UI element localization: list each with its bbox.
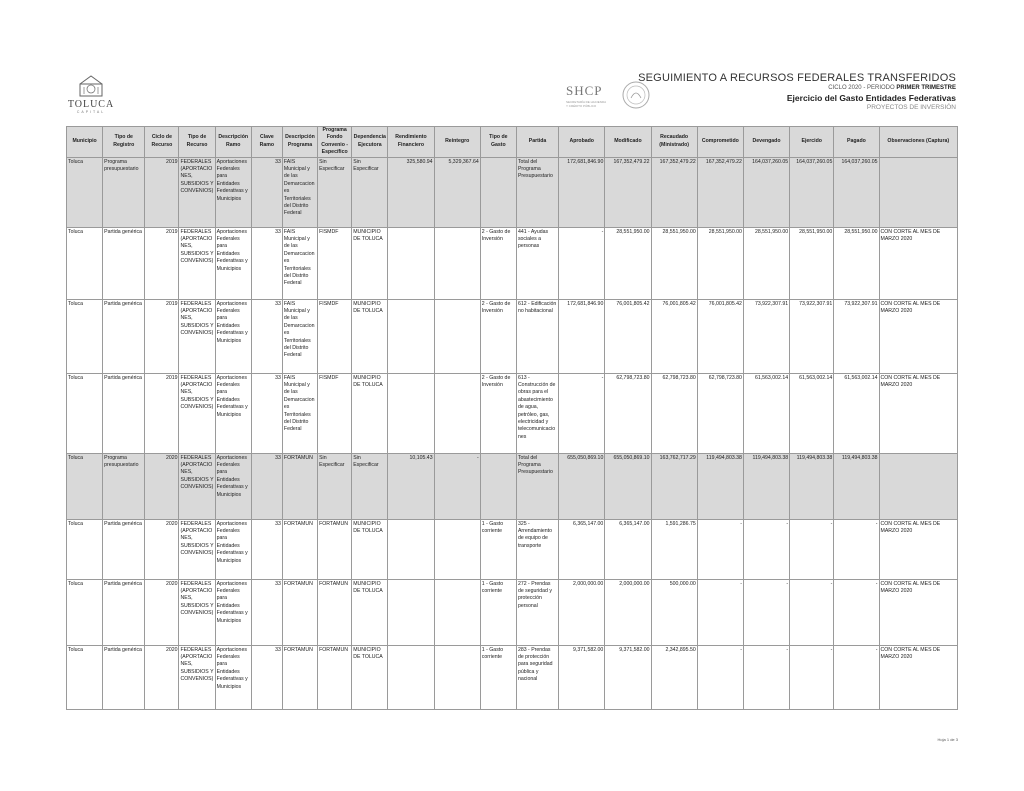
program-total-row (67, 453, 958, 519)
table-cell: FEDERALES (APORTACIONES, SUBSIDIOS Y CONVENIOS) (179, 645, 215, 709)
table-cell: Programa presupuestario (103, 157, 145, 227)
table-row (67, 299, 958, 373)
report-cycle: CICLO 2020 - PERIODO PRIMER TRIMESTRE (828, 85, 956, 91)
table-cell: FAIS Municipal y de las Demarcaciones Territoriales del Distrito Federal (282, 299, 317, 373)
column-header: Comprometido (697, 127, 743, 158)
table-cell: 33 (251, 373, 282, 453)
table-cell: 2019 (145, 157, 179, 227)
table-cell: 28,551,950.00 (790, 227, 834, 299)
report-subtitle: Ejercicio del Gasto Entidades Federativas (786, 93, 956, 103)
table-cell: FORTAMUN (318, 645, 352, 709)
shcp-subtitle: SECRETARÍA DE HACIENDA Y CRÉDITO PÚBLICO (566, 100, 606, 108)
table-cell: - (697, 579, 743, 645)
table-cell: Toluca (67, 299, 103, 373)
column-header: Devengado (743, 127, 789, 158)
table-cell: Aportaciones Federales para Entidades Federativas y Municipios (215, 157, 251, 227)
table-cell: - (743, 579, 789, 645)
table-cell: Toluca (67, 519, 103, 579)
table-cell: - (743, 519, 789, 579)
table-cell: Sin Especificar (318, 453, 352, 519)
table-cell: FORTAMUN (282, 645, 317, 709)
table-cell: 655,050,869.10 (559, 453, 605, 519)
column-header: Programa Fondo Convenio - Específico (318, 127, 352, 158)
table-cell: 2020 (145, 579, 179, 645)
table-cell: 283 - Prendas de protección para seguridad pública y nacional (516, 645, 558, 709)
table-cell: CON CORTE AL MES DE MARZO 2020 (879, 579, 957, 645)
table-cell: 2020 (145, 519, 179, 579)
table-cell: Partida genérica (103, 373, 145, 453)
table-cell: 62,798,723.80 (697, 373, 743, 453)
table-cell: 33 (251, 227, 282, 299)
column-header: Recaudado (Ministrado) (651, 127, 697, 158)
table-cell: Aportaciones Federales para Entidades Federativas y Municipios (215, 453, 251, 519)
table-cell: FISMDF (318, 299, 352, 373)
column-header: Ciclo de Recurso (145, 127, 179, 158)
table-cell: CON CORTE AL MES DE MARZO 2020 (879, 373, 957, 453)
table-cell (480, 453, 516, 519)
table-cell: 28,551,950.00 (834, 227, 879, 299)
table-row (67, 373, 958, 453)
table-cell: MUNICIPIO DE TOLUCA (352, 579, 388, 645)
table-cell: 33 (251, 299, 282, 373)
table-cell (480, 157, 516, 227)
table-cell: 76,001,805.42 (697, 299, 743, 373)
table-cell: 28,551,950.00 (605, 227, 651, 299)
table-cell: 612 - Edificación no habitacional (516, 299, 558, 373)
table-cell: 167,352,479.22 (651, 157, 697, 227)
table-cell: FORTAMUN (282, 579, 317, 645)
table-cell: - (790, 579, 834, 645)
table-cell: 500,000.00 (651, 579, 697, 645)
column-header: Clave Ramo (251, 127, 282, 158)
table-cell: 28,551,950.00 (743, 227, 789, 299)
table-cell (434, 519, 480, 579)
table-cell: Toluca (67, 227, 103, 299)
table-cell: Aportaciones Federales para Entidades Federativas y Municipios (215, 579, 251, 645)
table-cell (388, 299, 434, 373)
column-header: Tipo de Gasto (480, 127, 516, 158)
table-cell: 9,371,582.00 (605, 645, 651, 709)
table-cell: 272 - Prendas de seguridad y protección personal (516, 579, 558, 645)
table-cell: 441 - Ayudas sociales a personas (516, 227, 558, 299)
table-cell: MUNICIPIO DE TOLUCA (352, 227, 388, 299)
table-cell (879, 453, 957, 519)
table-cell: FAIS Municipal y de las Demarcaciones Territoriales del Distrito Federal (282, 373, 317, 453)
table-cell: 61,563,002.14 (790, 373, 834, 453)
table-cell: 33 (251, 579, 282, 645)
table-cell: - (790, 645, 834, 709)
table-cell: Toluca (67, 453, 103, 519)
table-cell: Programa presupuestario (103, 453, 145, 519)
shcp-wordmark: SHCP (566, 83, 603, 98)
table-cell: Sin Especificar (318, 157, 352, 227)
table-cell: 2019 (145, 373, 179, 453)
table-cell: FEDERALES (APORTACIONES, SUBSIDIOS Y CONVENIOS) (179, 299, 215, 373)
table-cell (388, 645, 434, 709)
table-cell: FEDERALES (APORTACIONES, SUBSIDIOS Y CONVENIOS) (179, 373, 215, 453)
table-cell: 164,037,260.05 (834, 157, 879, 227)
table-cell: 119,494,803.38 (743, 453, 789, 519)
table-cell: 2,342,895.50 (651, 645, 697, 709)
table-cell: Partida genérica (103, 519, 145, 579)
page-number: Hoja 1 de 3 (937, 737, 958, 742)
table-cell (388, 227, 434, 299)
table-cell: Aportaciones Federales para Entidades Federativas y Municipios (215, 299, 251, 373)
table-cell: MUNICIPIO DE TOLUCA (352, 519, 388, 579)
table-cell: Aportaciones Federales para Entidades Federativas y Municipios (215, 373, 251, 453)
table-cell: 28,551,950.00 (697, 227, 743, 299)
table-cell: 164,037,260.05 (790, 157, 834, 227)
table-cell: Total del Programa Presupuestario (516, 157, 558, 227)
table-cell: FAIS Municipal y de las Demarcaciones Territoriales del Distrito Federal (282, 227, 317, 299)
table-cell: 2 - Gasto de Inversión (480, 227, 516, 299)
table-cell: - (559, 227, 605, 299)
table-cell: 62,798,723.80 (651, 373, 697, 453)
table-cell: Toluca (67, 645, 103, 709)
toluca-tagline: CAPITAL (76, 110, 106, 114)
table-cell: FEDERALES (APORTACIONES, SUBSIDIOS Y CONVENIOS) (179, 157, 215, 227)
table-cell: 2020 (145, 453, 179, 519)
column-header: Observaciones (Captura) (879, 127, 957, 158)
column-header: Municipio (67, 127, 103, 158)
table-cell: - (790, 519, 834, 579)
expense-table (66, 126, 958, 710)
table-cell: 119,494,803.38 (790, 453, 834, 519)
table-cell: MUNICIPIO DE TOLUCA (352, 373, 388, 453)
table-cell: CON CORTE AL MES DE MARZO 2020 (879, 299, 957, 373)
table-cell: FEDERALES (APORTACIONES, SUBSIDIOS Y CONVENIOS) (179, 227, 215, 299)
table-cell: Partida genérica (103, 299, 145, 373)
column-header: Aprobado (559, 127, 605, 158)
table-cell (388, 373, 434, 453)
table-cell: Aportaciones Federales para Entidades Federativas y Municipios (215, 519, 251, 579)
table-cell: FISMDF (318, 227, 352, 299)
table-cell: Toluca (67, 157, 103, 227)
table-cell: 6,365,147.00 (605, 519, 651, 579)
table-cell: 2 - Gasto de Inversión (480, 299, 516, 373)
table-cell: 73,922,307.91 (743, 299, 789, 373)
table-cell: Partida genérica (103, 645, 145, 709)
table-cell: 5,329,367.64 (434, 157, 480, 227)
table-cell: 61,563,002.14 (743, 373, 789, 453)
table-row (67, 519, 958, 579)
table-cell: FISMDF (318, 373, 352, 453)
table-cell: 33 (251, 453, 282, 519)
table-cell: 613 - Construcción de obras para el abastecimiento de agua, petróleo, gas, electricidad y telecomunicaciones (516, 373, 558, 453)
table-cell: 655,050,869.10 (605, 453, 651, 519)
table-cell: 1,591,286.75 (651, 519, 697, 579)
table-cell: - (559, 373, 605, 453)
table-cell: 167,352,479.22 (697, 157, 743, 227)
toluca-crest-icon (76, 74, 106, 98)
table-cell: FORTAMUN (282, 519, 317, 579)
table-cell: 73,922,307.91 (790, 299, 834, 373)
column-header: Tipo de Registro (103, 127, 145, 158)
table-cell: 33 (251, 645, 282, 709)
table-header-row (67, 127, 958, 158)
table-cell: 2,000,000.00 (559, 579, 605, 645)
table-cell: 2019 (145, 299, 179, 373)
table-row (67, 645, 958, 709)
table-cell: Sin Especificar (352, 157, 388, 227)
table-cell: FORTAMUN (282, 453, 317, 519)
table-cell: 73,922,307.91 (834, 299, 879, 373)
table-cell: FORTAMUN (318, 579, 352, 645)
table-cell: 61,563,002.14 (834, 373, 879, 453)
table-cell: 1 - Gasto corriente (480, 519, 516, 579)
table-cell: Total del Programa Presupuestario (516, 453, 558, 519)
table-cell: CON CORTE AL MES DE MARZO 2020 (879, 227, 957, 299)
table-cell: MUNICIPIO DE TOLUCA (352, 645, 388, 709)
table-cell: Toluca (67, 579, 103, 645)
table-cell: FORTAMUN (318, 519, 352, 579)
table-cell: 167,352,479.22 (605, 157, 651, 227)
table-cell: 76,001,805.42 (651, 299, 697, 373)
table-cell: 119,494,803.38 (697, 453, 743, 519)
table-cell: Toluca (67, 373, 103, 453)
table-cell: - (743, 645, 789, 709)
table-cell: FEDERALES (APORTACIONES, SUBSIDIOS Y CONVENIOS) (179, 519, 215, 579)
table-cell: FAIS Municipal y de las Demarcaciones Territoriales del Distrito Federal (282, 157, 317, 227)
table-cell: - (697, 645, 743, 709)
table-cell: MUNICIPIO DE TOLUCA (352, 299, 388, 373)
column-header: Descripción Programa (282, 127, 317, 158)
table-cell: 163,762,717.29 (651, 453, 697, 519)
table-cell: Partida genérica (103, 227, 145, 299)
table-cell: 28,551,950.00 (651, 227, 697, 299)
table-cell: - (834, 645, 879, 709)
report-section: PROYECTOS DE INVERSIÓN (866, 104, 956, 111)
table-cell: 172,681,846.90 (559, 157, 605, 227)
table-cell: Partida genérica (103, 579, 145, 645)
table-cell (388, 519, 434, 579)
table-cell: 1 - Gasto corriente (480, 645, 516, 709)
table-cell: 62,798,723.80 (605, 373, 651, 453)
table-cell (879, 157, 957, 227)
table-cell: - (697, 519, 743, 579)
table-cell: 2 - Gasto de Inversión (480, 373, 516, 453)
column-header: Tipo de Recurso (179, 127, 215, 158)
table-cell: 76,001,805.42 (605, 299, 651, 373)
table-cell: - (434, 453, 480, 519)
table-cell: CON CORTE AL MES DE MARZO 2020 (879, 645, 957, 709)
table-cell: - (834, 519, 879, 579)
column-header: Descripción Ramo (215, 127, 251, 158)
table-cell: 33 (251, 519, 282, 579)
table-cell: FEDERALES (APORTACIONES, SUBSIDIOS Y CONVENIOS) (179, 579, 215, 645)
table-cell: 172,681,846.90 (559, 299, 605, 373)
table-row (67, 227, 958, 299)
table-cell: 2,000,000.00 (605, 579, 651, 645)
table-cell: CON CORTE AL MES DE MARZO 2020 (879, 519, 957, 579)
column-header: Partida (516, 127, 558, 158)
table-cell: 10,105.43 (388, 453, 434, 519)
table-cell (434, 579, 480, 645)
table-cell: 325 - Arrendamiento de equipo de transporte (516, 519, 558, 579)
column-header: Modificado (605, 127, 651, 158)
report-title: SEGUIMIENTO A RECURSOS FEDERALES TRANSFERIDOS (638, 72, 956, 84)
toluca-wordmark: TOLUCA (67, 99, 115, 110)
table-cell: FEDERALES (APORTACIONES, SUBSIDIOS Y CONVENIOS) (179, 453, 215, 519)
table-cell (388, 579, 434, 645)
table-cell: Sin Especificar (352, 453, 388, 519)
table-cell: 2020 (145, 645, 179, 709)
column-header: Ejercido (790, 127, 834, 158)
table-cell: Aportaciones Federales para Entidades Federativas y Municipios (215, 227, 251, 299)
program-total-row (67, 157, 958, 227)
table-cell: - (834, 579, 879, 645)
column-header: Dependencia Ejecutora (352, 127, 388, 158)
table-cell: Aportaciones Federales para Entidades Federativas y Municipios (215, 645, 251, 709)
table-cell: 325,580.94 (388, 157, 434, 227)
toluca-logo (66, 74, 116, 114)
table-cell (434, 299, 480, 373)
table-cell: 2019 (145, 227, 179, 299)
table-cell (434, 373, 480, 453)
table-cell (434, 645, 480, 709)
column-header: Rendimiento Financiero (388, 127, 434, 158)
column-header: Pagado (834, 127, 879, 158)
table-cell: 33 (251, 157, 282, 227)
table-cell: 164,037,260.05 (743, 157, 789, 227)
table-cell: 119,494,803.38 (834, 453, 879, 519)
table-row (67, 579, 958, 645)
table-cell: 6,365,147.00 (559, 519, 605, 579)
report-header (638, 72, 956, 111)
table-cell: 1 - Gasto corriente (480, 579, 516, 645)
column-header: Reintegro (434, 127, 480, 158)
table-cell (434, 227, 480, 299)
table-cell: 9,371,582.00 (559, 645, 605, 709)
